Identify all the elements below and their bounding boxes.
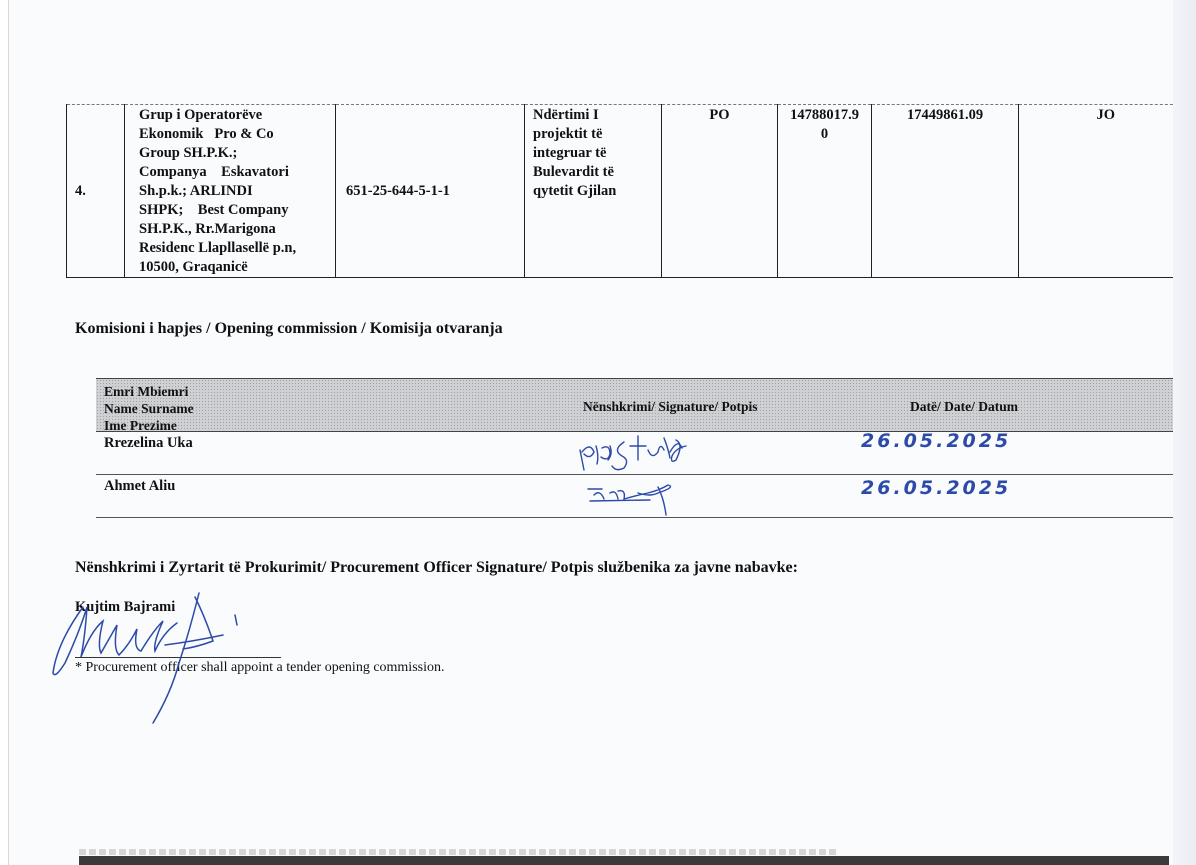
member-date: 26.05.2025: [861, 477, 1012, 499]
member-date: 26.05.2025: [861, 430, 1012, 452]
member-name: Ahmet Aliu: [104, 478, 176, 494]
name-header: [104, 383, 194, 434]
project-line: qytetit Gjilan: [533, 183, 617, 199]
commission-title: Komisioni i hapjes / Opening commission / Komisija otvaranja: [75, 320, 503, 337]
bids-table: [66, 104, 1193, 278]
scan-edge: [1173, 0, 1196, 865]
price-line: 14788017.9: [790, 107, 859, 123]
commission-header: [96, 378, 1191, 432]
table-row: [67, 105, 1193, 278]
date-header: Datë/ Date/ Datum: [910, 399, 1018, 414]
project-line: projektit të: [533, 126, 603, 142]
signature-header: Nënshkrimi/ Signature/ Potpis: [583, 399, 758, 414]
total-cell: 17449861.09: [872, 105, 1019, 278]
operator-line: 10500, Graqanicë: [139, 259, 248, 275]
operator-line: SHPK; Best Company: [139, 202, 289, 218]
answer-cell: PO: [662, 105, 778, 278]
project-line: Bulevardit të: [533, 164, 614, 180]
project-line: Ndërtimi I: [533, 107, 599, 123]
bid-number: 4.: [67, 105, 125, 278]
operator-line: Group SH.P.K.;: [139, 145, 238, 161]
operator-line: Ekonomik Pro & Co: [139, 126, 274, 142]
operator-line: SH.P.K., Rr.Marigona: [139, 221, 276, 237]
price-line: 0: [820, 126, 829, 142]
footnote: * Procurement officer shall appoint a tender opening commission.: [75, 660, 445, 675]
name-header-line: Emri Mbiemri: [104, 384, 189, 399]
table-row: [96, 475, 1191, 518]
result-cell: JO: [1019, 105, 1193, 278]
name-header-line: Name Surname: [104, 401, 194, 416]
price-cell: [778, 105, 872, 278]
operator-line: Companya Eskavatori: [139, 164, 289, 180]
officer-signature-scribble: [49, 585, 279, 730]
bid-code: 651-25-644-5-1-1: [336, 105, 525, 278]
document-page: [8, 0, 1196, 865]
project-line: integruar të: [533, 145, 607, 161]
footer-text-ghost: [79, 849, 839, 855]
operator-cell: [125, 105, 336, 278]
signature-scribble: [566, 471, 746, 517]
officer-name: Kujtim Bajrami: [75, 599, 176, 615]
name-header-line: Ime Prezime: [104, 418, 177, 433]
commission-table: [96, 378, 1191, 518]
officer-signature-title: Nënshkrimi i Zyrtarit të Prokurimit/ Procurement Officer Signature/ Potpis službenika za javne nabavke:: [75, 559, 798, 576]
operator-line: Residenc Llapllasellë p.n,: [139, 240, 297, 256]
footer-strip: [79, 856, 1169, 865]
table-row: [96, 432, 1191, 475]
operator-line: Grup i Operatorëve: [139, 107, 263, 123]
operator-line: Sh.p.k.; ARLINDI: [139, 183, 253, 199]
signature-scribble: [566, 428, 726, 474]
member-name: Rrezelina Uka: [104, 435, 193, 451]
project-cell: [525, 105, 662, 278]
